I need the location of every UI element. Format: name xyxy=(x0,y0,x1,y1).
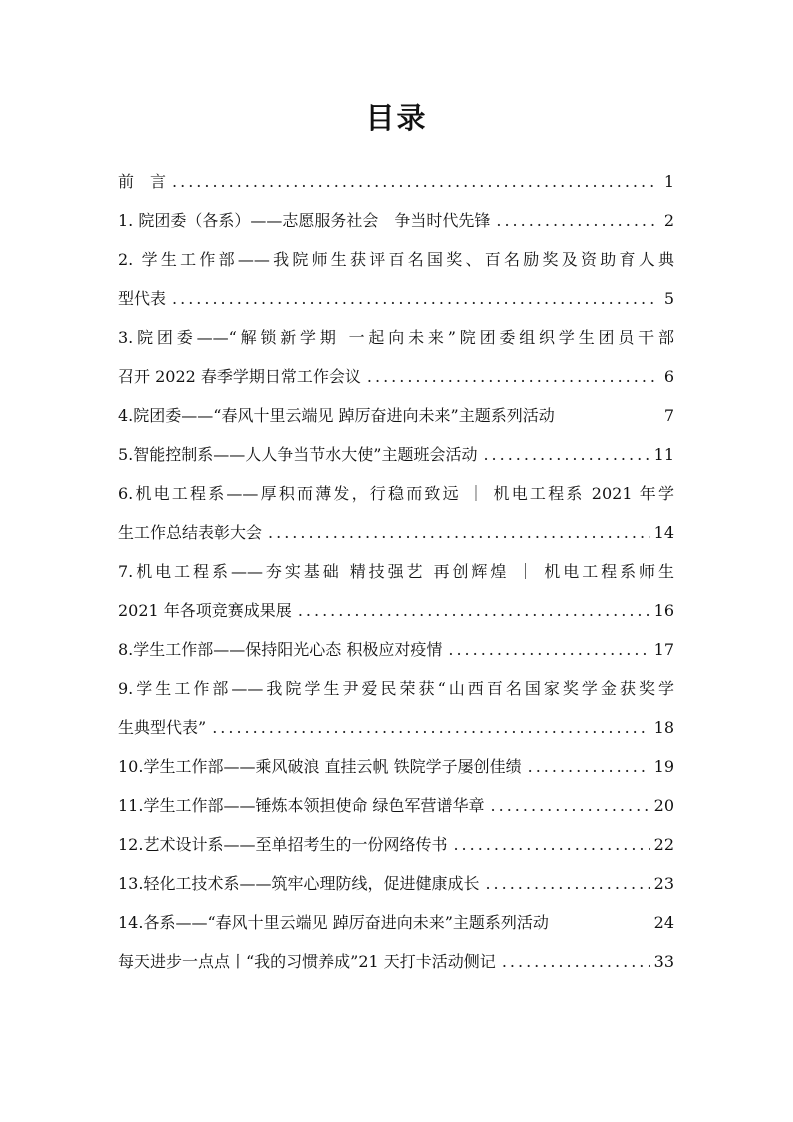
toc-entry[interactable] xyxy=(118,552,674,591)
toc-entry-text: 召开 2022 春季学期日常工作会议 xyxy=(118,367,361,386)
toc-entry-continuation[interactable] xyxy=(118,357,674,396)
toc-entry[interactable] xyxy=(118,474,674,513)
toc-entry[interactable] xyxy=(118,162,674,201)
toc-entry-text: 14.各系——“春风十里云端见 踔厉奋进向未来”主题系列活动 xyxy=(118,913,549,932)
toc-entry-page: 24 xyxy=(653,913,674,932)
toc-entry-text: 9.学生工作部——我院学生尹爱民荣获“山西百名国家奖学金获奖学 xyxy=(118,679,674,698)
leader-dots xyxy=(485,864,649,903)
toc-entry-text: 12.艺术设计系——至单招考生的一份网络传书 xyxy=(118,835,448,854)
toc-entry-text: 型代表 xyxy=(118,289,167,308)
toc-entry-page: 7 xyxy=(663,406,674,425)
toc-entry-page: 33 xyxy=(653,952,674,971)
toc-entry-text: 5.智能控制系——人人争当节水大使”主题班会活动 xyxy=(118,445,478,464)
toc-entry[interactable] xyxy=(118,903,674,942)
toc-entry-continuation[interactable] xyxy=(118,513,674,552)
toc-entry-text: 生工作总结表彰大会 xyxy=(118,523,263,542)
toc-entry[interactable] xyxy=(118,747,674,786)
toc-entry[interactable] xyxy=(118,240,674,279)
leader-dots xyxy=(483,435,649,474)
toc-entry-page: 6 xyxy=(663,367,674,386)
leader-dots xyxy=(367,357,658,396)
leader-dots xyxy=(212,708,649,747)
toc-entry[interactable] xyxy=(118,435,674,474)
toc-entry-continuation[interactable] xyxy=(118,279,674,318)
toc-entry-page: 23 xyxy=(653,874,674,893)
leader-dots xyxy=(172,279,658,318)
toc-entry-page: 17 xyxy=(653,640,674,659)
toc-entry-continuation[interactable] xyxy=(118,708,674,747)
toc-entry-page: 14 xyxy=(653,523,674,542)
toc-entry[interactable] xyxy=(118,201,674,240)
leader-dots xyxy=(268,513,650,552)
toc-entry-text: 8.学生工作部——保持阳光心态 积极应对疫情 xyxy=(118,640,443,659)
toc-entry-text: 6.机电工程系——厚积而薄发，行稳而致远 ｜ 机电工程系 2021 年学 xyxy=(118,484,674,503)
toc-entry-page: 2 xyxy=(663,211,674,230)
toc-entry[interactable] xyxy=(118,786,674,825)
toc-entry-page: 19 xyxy=(653,757,674,776)
table-of-contents xyxy=(118,162,674,981)
leader-dots xyxy=(172,162,658,201)
toc-entry-continuation[interactable] xyxy=(118,591,674,630)
toc-entry-page: 16 xyxy=(653,601,674,620)
toc-entry-text: 3.院团委——“解锁新学期 一起向未来”院团委组织学生团员干部 xyxy=(118,328,674,347)
toc-entry-page: 11 xyxy=(653,445,674,464)
page-title: 目录 xyxy=(365,101,428,135)
toc-entry-text: 2. 学生工作部——我院师生获评百名国奖、百名励奖及资助育人典 xyxy=(118,250,674,269)
toc-entry-page: 5 xyxy=(663,289,674,308)
toc-entry[interactable] xyxy=(118,630,674,669)
leader-dots xyxy=(453,825,649,864)
toc-entry-page: 22 xyxy=(653,835,674,854)
toc-entry-page: 20 xyxy=(653,796,674,815)
leader-dots xyxy=(298,591,650,630)
leader-dots xyxy=(496,201,658,240)
toc-entry[interactable] xyxy=(118,669,674,708)
toc-entry[interactable] xyxy=(118,396,674,435)
toc-entry-page: 1 xyxy=(663,172,674,191)
toc-entry-text: 11.学生工作部——锤炼本领担使命 绿色军营谱华章 xyxy=(118,796,485,815)
toc-entry-text: 4.院团委——“春风十里云端见 踔厉奋进向未来”主题系列活动 xyxy=(118,406,555,425)
toc-entry-text: 生典型代表” xyxy=(118,718,207,737)
toc-entry-page: 18 xyxy=(653,718,674,737)
toc-entry[interactable] xyxy=(118,318,674,357)
leader-dots xyxy=(448,630,649,669)
leader-dots xyxy=(491,786,650,825)
toc-entry-text: 前 言 xyxy=(118,172,167,191)
toc-entry-text: 每天进步一点点丨“我的习惯养成”21 天打卡活动侧记 xyxy=(118,952,496,971)
toc-entry-text: 7.机电工程系——夯实基础 精技强艺 再创辉煌 ｜ 机电工程系师生 xyxy=(118,562,674,581)
leader-dots xyxy=(528,747,650,786)
toc-entry-text: 10.学生工作部——乘风破浪 直挂云帆 铁院学子屡创佳绩 xyxy=(118,757,522,776)
toc-entry[interactable] xyxy=(118,825,674,864)
toc-entry[interactable] xyxy=(118,864,674,903)
toc-entry-text: 2021 年各项竞赛成果展 xyxy=(118,601,292,620)
toc-entry-text: 1. 院团委（各系）——志愿服务社会 争当时代先锋 xyxy=(118,211,491,230)
leader-dots xyxy=(502,942,650,981)
toc-entry-text: 13.轻化工技术系——筑牢心理防线，促进健康成长 xyxy=(118,874,480,893)
toc-entry[interactable] xyxy=(118,942,674,981)
